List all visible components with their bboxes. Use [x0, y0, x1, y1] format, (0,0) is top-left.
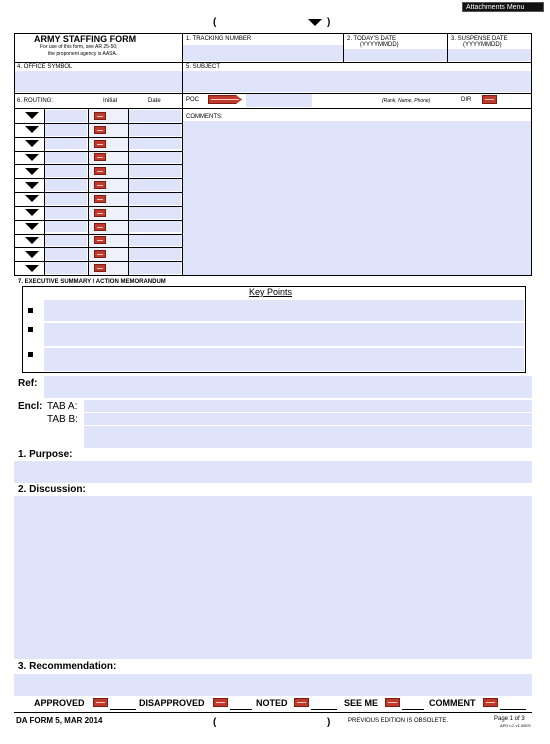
routing-office-dropdown-icon[interactable] — [25, 265, 39, 272]
todays-date-format: (YYYYMMDD) — [360, 42, 399, 48]
subject-field[interactable] — [183, 71, 531, 92]
routing-office-field[interactable] — [45, 152, 87, 164]
routing-office-dropdown-icon[interactable] — [25, 223, 39, 230]
routing-office-field[interactable] — [45, 179, 87, 191]
routing-office-dropdown-icon[interactable] — [25, 195, 39, 202]
tab-a-field[interactable] — [84, 400, 532, 412]
routing-initial-button[interactable] — [94, 236, 106, 244]
comments-label: COMMENTS: — [186, 114, 223, 120]
poc-label: POC — [186, 97, 200, 103]
footer-paren-right: ) — [327, 717, 331, 728]
routing-office-dropdown-icon[interactable] — [25, 112, 39, 119]
tracking-number-field[interactable] — [183, 45, 343, 61]
tab-a-label: TAB A: — [47, 401, 78, 412]
discussion-field[interactable] — [14, 496, 532, 659]
todays-date-label: 2. TODAY'S DATE — [347, 36, 397, 42]
comments-field[interactable] — [183, 121, 531, 275]
purpose-heading: 1. Purpose: — [18, 449, 73, 460]
routing-row — [15, 220, 182, 234]
attachments-menu-label: Attachments Menu — [466, 4, 525, 11]
routing-office-field[interactable] — [45, 193, 87, 205]
routing-initial-button[interactable] — [94, 126, 106, 134]
footer-paren-left: ( — [213, 717, 217, 728]
routing-office-field[interactable] — [45, 165, 87, 177]
form-use-note-2: the proponent agency is AASA. — [48, 51, 118, 57]
todays-date-field[interactable] — [344, 49, 447, 61]
routing-office-field[interactable] — [45, 262, 87, 274]
tracking-number-label: 1. TRACKING NUMBER — [186, 36, 252, 42]
form-title: ARMY STAFFING FORM — [34, 34, 137, 44]
purpose-field[interactable] — [14, 461, 532, 483]
form-version: APD LC v1.00ES — [500, 723, 531, 728]
routing-initial-button[interactable] — [94, 167, 106, 175]
form-use-note-1: For use of this form, see AR 25-50; — [40, 44, 118, 50]
routing-date-field[interactable] — [129, 235, 181, 247]
routing-initial-button[interactable] — [94, 223, 106, 231]
suspense-date-format: (YYYYMMDD) — [463, 42, 502, 48]
page-number: Page 1 of 3 — [494, 716, 525, 722]
dir-label: DIR — [461, 97, 472, 103]
routing-date-field[interactable] — [129, 152, 181, 164]
routing-office-dropdown-icon[interactable] — [25, 209, 39, 216]
routing-date-field[interactable] — [129, 207, 181, 219]
routing-date-field[interactable] — [129, 165, 181, 177]
disapproved-initial-button[interactable] — [213, 698, 228, 707]
office-symbol-label: 4. OFFICE SYMBOL — [17, 64, 73, 70]
routing-initial-button[interactable] — [94, 250, 106, 258]
routing-row — [15, 109, 182, 123]
routing-office-field[interactable] — [45, 124, 87, 136]
header-paren-right: ) — [327, 17, 331, 28]
poc-field[interactable] — [246, 94, 312, 107]
routing-row-divider — [14, 275, 183, 276]
comment-initial-button[interactable] — [483, 698, 498, 707]
routing-initial-button[interactable] — [94, 140, 106, 148]
routing-row — [15, 164, 182, 178]
office-symbol-field[interactable] — [15, 71, 182, 92]
poc-picker-button[interactable] — [208, 95, 242, 104]
key-point-1-bullet-icon — [28, 308, 33, 313]
see-me-label: SEE ME — [344, 698, 379, 708]
key-point-2-field[interactable] — [44, 323, 524, 346]
tab-b-label: TAB B: — [47, 414, 78, 425]
routing-office-field[interactable] — [45, 248, 87, 260]
approved-label: APPROVED — [34, 698, 85, 708]
routing-initial-button[interactable] — [94, 153, 106, 161]
routing-initial-label: Initial — [103, 98, 118, 104]
routing-office-dropdown-icon[interactable] — [25, 168, 39, 175]
poc-hint: (Rank, Name, Phone) — [382, 98, 431, 104]
encl-extra-field[interactable] — [84, 426, 532, 448]
disapproved-label: DISAPPROVED — [139, 698, 205, 708]
routing-initial-button[interactable] — [94, 112, 106, 120]
routing-row — [15, 261, 182, 275]
routing-row — [15, 151, 182, 165]
routing-office-field[interactable] — [45, 221, 87, 233]
dir-picker-button[interactable] — [482, 95, 497, 104]
routing-initial-button[interactable] — [94, 209, 106, 217]
routing-office-field[interactable] — [45, 110, 87, 122]
routing-date-label: Date — [148, 98, 161, 104]
routing-date-field[interactable] — [129, 193, 181, 205]
routing-office-dropdown-icon[interactable] — [25, 182, 39, 189]
routing-date-field[interactable] — [129, 110, 181, 122]
routing-row — [15, 234, 182, 248]
routing-row — [15, 206, 182, 220]
noted-initial-button[interactable] — [294, 698, 309, 707]
suspense-date-label: 3. SUSPENSE DATE — [451, 36, 508, 42]
routing-office-field[interactable] — [45, 207, 87, 219]
comment-label: COMMENT — [429, 698, 476, 708]
ref-label: Ref: — [18, 378, 38, 389]
routing-initial-button[interactable] — [94, 264, 106, 272]
executive-summary-heading: 7. EXECUTIVE SUMMARY / ACTION MEMORANDUM — [18, 279, 166, 285]
encl-label: Encl: — [18, 401, 43, 412]
recommendation-heading: 3. Recommendation: — [18, 661, 117, 672]
form-menu-dropdown-icon[interactable] — [308, 19, 322, 26]
routing-office-field[interactable] — [45, 235, 87, 247]
recommendation-field[interactable] — [14, 674, 532, 696]
routing-office-dropdown-icon[interactable] — [25, 154, 39, 161]
form-id: DA FORM 5, MAR 2014 — [16, 716, 103, 725]
routing-office-field[interactable] — [45, 138, 87, 150]
attachments-menu-button[interactable] — [462, 2, 544, 12]
routing-office-dropdown-icon[interactable] — [25, 126, 39, 133]
routing-office-dropdown-icon[interactable] — [25, 251, 39, 258]
header-paren-left: ( — [213, 17, 217, 28]
routing-initial-button[interactable] — [94, 195, 106, 203]
tab-b-field[interactable] — [84, 413, 532, 425]
routing-label: 6. ROUTING: — [17, 98, 54, 104]
routing-row — [15, 192, 182, 206]
routing-date-field[interactable] — [129, 124, 181, 136]
routing-office-dropdown-icon[interactable] — [25, 237, 39, 244]
routing-date-field[interactable] — [129, 221, 181, 233]
routing-row — [15, 123, 182, 137]
key-point-3-field[interactable] — [44, 348, 524, 371]
see-me-initial-button[interactable] — [385, 698, 400, 707]
routing-date-field[interactable] — [129, 248, 181, 260]
routing-date-field[interactable] — [129, 138, 181, 150]
ref-field[interactable] — [44, 376, 532, 398]
approved-initial-button[interactable] — [93, 698, 108, 707]
routing-row — [15, 178, 182, 192]
routing-office-dropdown-icon[interactable] — [25, 140, 39, 147]
key-point-2-bullet-icon — [28, 327, 33, 332]
noted-label: NOTED — [256, 698, 288, 708]
key-point-1-field[interactable] — [44, 300, 524, 321]
subject-label: 5. SUBJECT — [186, 64, 221, 70]
obsolete-notice: PREVIOUS EDITION IS OBSOLETE. — [348, 718, 449, 724]
routing-date-field[interactable] — [129, 179, 181, 191]
suspense-date-field[interactable] — [448, 49, 531, 61]
routing-row — [15, 247, 182, 261]
key-points-title: Key Points — [249, 287, 293, 297]
routing-date-field[interactable] — [129, 262, 181, 274]
routing-row — [15, 137, 182, 151]
routing-initial-button[interactable] — [94, 181, 106, 189]
key-point-3-bullet-icon — [28, 352, 33, 357]
discussion-heading: 2. Discussion: — [18, 484, 86, 495]
